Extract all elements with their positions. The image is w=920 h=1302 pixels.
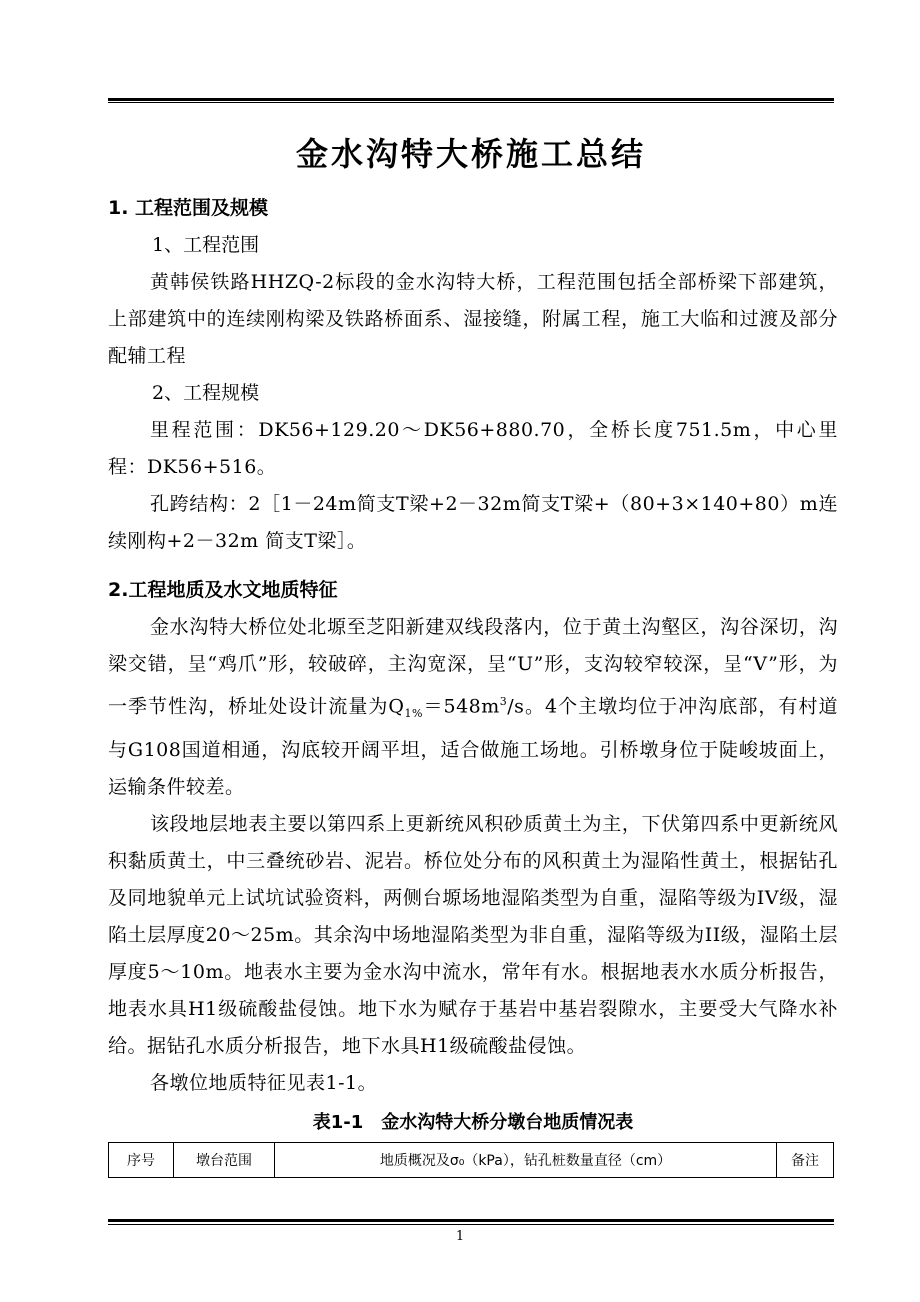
paragraph-topography: 金水沟特大桥位处北塬至芝阳新建双线段落内，位于黄土沟壑区，沟谷深切，沟梁交错，呈“鸡爪”形，较破碎，主沟宽深，呈“U”形，支沟较窄较深，呈“V”形，为一季节性沟，桥址处设计流量为$Q_{1\%}=548m^3/s$。4个主墩均位于冲沟底部，有村道与G108国道相通，沟底较开阔平坦，适合做施工场地。引桥墩身位于陡峻坡面上，运输条件较差。 <box>108 616 838 799</box>
table-header-row <box>109 1143 834 1178</box>
header-index: 序号 <box>109 1143 174 1178</box>
header-remarks: 备注 <box>777 1143 834 1178</box>
geology-table <box>108 1142 834 1178</box>
subsection-scale: 2、工程规模 <box>152 382 260 404</box>
section-2-heading: 2.工程地质及水文地质特征 <box>108 579 338 601</box>
table-caption: 表1-1 金水沟特大桥分墩台地质情况表 <box>312 1112 634 1134</box>
header-geology: 地质概况及σ₀（kPa），钻孔桩数量直径（cm） <box>275 1143 777 1178</box>
section-1-heading: 1. 工程范围及规模 <box>108 197 269 219</box>
subsection-scope: 1、工程范围 <box>152 234 260 256</box>
paragraph-span: 孔跨结构：2［1－24m简支T梁+2－32m简支T梁+（80+3×140+80）m连续刚构+2－32m 简支T梁］。 <box>108 493 838 552</box>
footer-rule <box>108 1219 834 1225</box>
paragraph-strata: 该段地层地表主要以第四系上更新统风积砂质黄土为主，下伏第四系中更新统风积黏质黄土，中三叠统砂岩、泥岩。桥位处分布的风积黄土为湿陷性黄土，根据钻孔及同地貌单元上试坑试验资料，两侧台塬场地湿陷类型为自重，湿陷等级为IV级，湿陷土层厚度20～25m。其余沟中场地湿陷类型为非自重，湿陷等级为II级，湿陷土层厚度5～10m。地表水主要为金水沟中流水，常年有水。根据地表水水质分析报告，地表水具H1级硫酸盐侵蚀。地下水为赋存于基岩中基岩裂隙水，主要受大气降水补给。据钻孔水质分析报告，地下水具H1级硫酸盐侵蚀。 <box>108 813 838 1058</box>
document-title: 金水沟特大桥施工总结 <box>295 135 646 173</box>
header-rule <box>108 98 834 103</box>
page-number: 1 <box>455 1229 465 1244</box>
paragraph-scope: 黄韩侯铁路HHZQ-2标段的金水沟特大桥，工程范围包括全部桥梁下部建筑，上部建筑中的连续刚构梁及铁路桥面系、湿接缝，附属工程，施工大临和过渡及部分配辅工程 <box>108 271 838 367</box>
header-pier-range: 墩台范围 <box>174 1143 275 1178</box>
paragraph-table-ref: 各墩位地质特征见表1-1。 <box>150 1072 378 1095</box>
paragraph-mileage: 里程范围：DK56+129.20～DK56+880.70，全桥长度751.5m，中心里程：DK56+516。 <box>108 419 838 478</box>
document-body <box>108 190 838 1178</box>
